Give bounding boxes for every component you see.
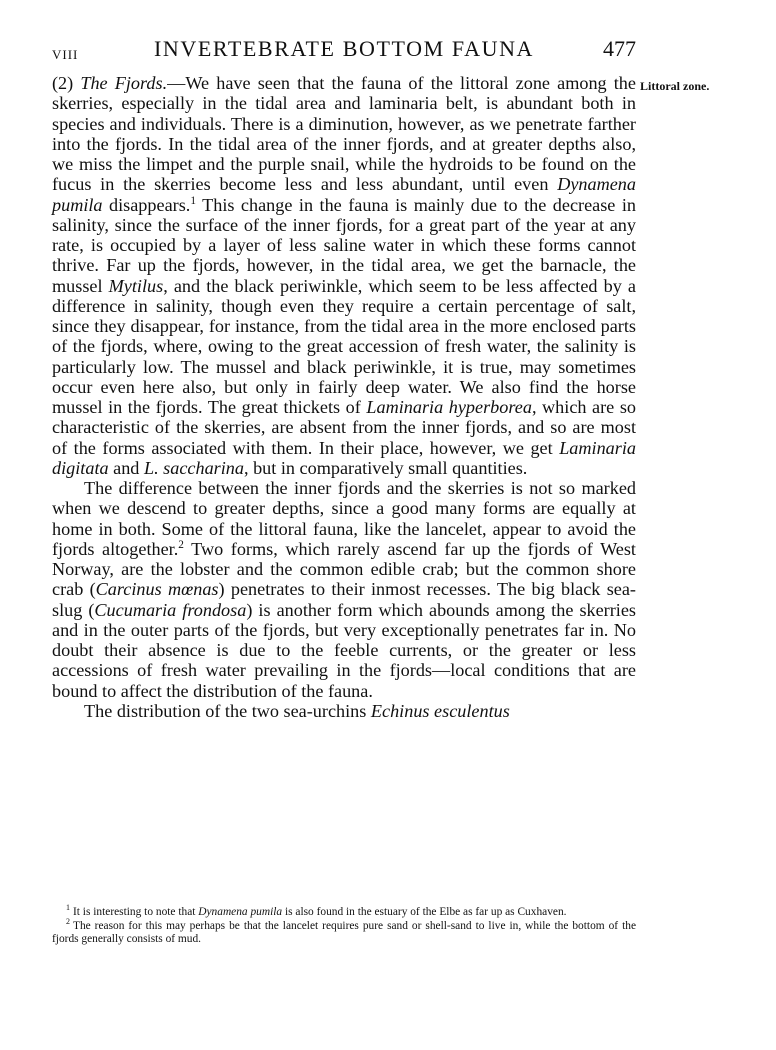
text-run: , but in comparatively small quantities. (243, 457, 528, 478)
text-run: Two forms, which rarely ascend far up the fjords of West Norway, are the lobster and the common edible crab; but the common shore crab ( (52, 538, 636, 600)
body-text (52, 73, 636, 721)
italic-term: Echinus esculentus (370, 700, 510, 721)
italic-term: Dynamena pumila (52, 174, 636, 215)
text-run: (2) (52, 73, 81, 93)
paragraph-fjords (52, 73, 636, 478)
footnote-mark: 2 (66, 916, 70, 926)
italic-term: Cucumaria frondosa (94, 599, 247, 620)
text-run: It is interesting to note that (72, 906, 199, 918)
footnote-2 (52, 916, 636, 947)
running-title: INVERTEBRATE BOTTOM FAUNA (153, 36, 535, 61)
text-run: This change in the fauna is mainly due to the decrease in salinity, since the surface of the inner fjords, for a great part of the year at any rate, is occupied by a layer of less saline water in which these forms cannot thrive. Far up the fjords, however, in the tidal area, we get the barnacle, the mussel (52, 194, 636, 296)
text-run: ) is another form which abounds among the skerries and in the outer parts of the fjords, but very exceptionally penetrates far in. No doubt their absence is due to the feeble currents, or the greater or less accessions of fresh water prevailing in the fjords—local conditions that are bound to affect the distribution of the fauna. (52, 599, 636, 701)
italic-term: The Fjords. (80, 73, 168, 93)
footnote-1 (52, 903, 636, 920)
page-number: 477 (603, 36, 636, 61)
paragraph-depths (52, 478, 636, 701)
text-run: , and the black periwinkle, which seem to be less affected by a difference in salinity, though even they require a certain percentage of salt, since they disappear, for instance, from the tidal area in the more enclosed parts of the fjords, where, owing to the great accession of fresh water, the salinity is particularly low. The mussel and black periwinkle, it is true, may sometimes occur even here also, but only in fairly deep water. We also find the horse mussel in the fjords. The great thickets of (52, 275, 636, 417)
italic-term: Laminaria digitata (52, 437, 636, 478)
footnotes (52, 903, 636, 947)
text-run: and (108, 457, 144, 478)
footnote-mark: 1 (66, 903, 70, 913)
paragraph-sea-urchins (52, 701, 636, 721)
text-run: —We have seen that the fauna of the littoral zone among the skerries, especially in the tidal area and laminaria belt, is abundant both in species and individuals. There is a diminution, however, as we penetrate farther into the fjords. In the tidal area of the inner fjords, and at greater depths also, we miss the limpet and the purple snail, while the hydroids to be found on the fucus in the skerries become less and less abundant, until even (52, 73, 636, 195)
italic-term: L. saccharina (143, 457, 244, 478)
chapter-number: VIII (52, 47, 79, 62)
footnote-reference: 2 (178, 538, 184, 551)
margin-note: Littoral zone. (640, 79, 710, 93)
text-run: disappears. (102, 194, 191, 215)
text-run: ) penetrates to their inmost recesses. The big black sea-slug ( (52, 579, 636, 620)
footnote-reference: 1 (190, 194, 196, 207)
running-head (52, 36, 636, 70)
italic-term: Carcinus mœnas (95, 579, 219, 600)
text-run: , which are so characteristic of the skerries, are absent from the inner fjords, and so are most of the forms associated with them. In their place, however, we get (52, 397, 636, 458)
italic-term: Laminaria hyperborea (366, 397, 532, 417)
italic-term: Dynamena pumila (198, 906, 283, 918)
text-run: The distribution of the two sea-urchins (84, 700, 371, 721)
text-run: The difference between the inner fjords and the skerries is not so marked when we descend to greater depths, since a good many forms are equally at home in both. Some of the littoral fauna, like the lancelet, appear to avoid the fjords altogether. (52, 478, 636, 559)
italic-term: Mytilus (108, 275, 164, 296)
text-run: The reason for this may perhaps be that the lancelet requires pure sand or shell-sand to live in, while the bottom of the fjords generally consists of mud. (52, 919, 636, 946)
text-run: is also found in the estuary of the Elbe as far up as Cuxhaven. (282, 906, 567, 918)
